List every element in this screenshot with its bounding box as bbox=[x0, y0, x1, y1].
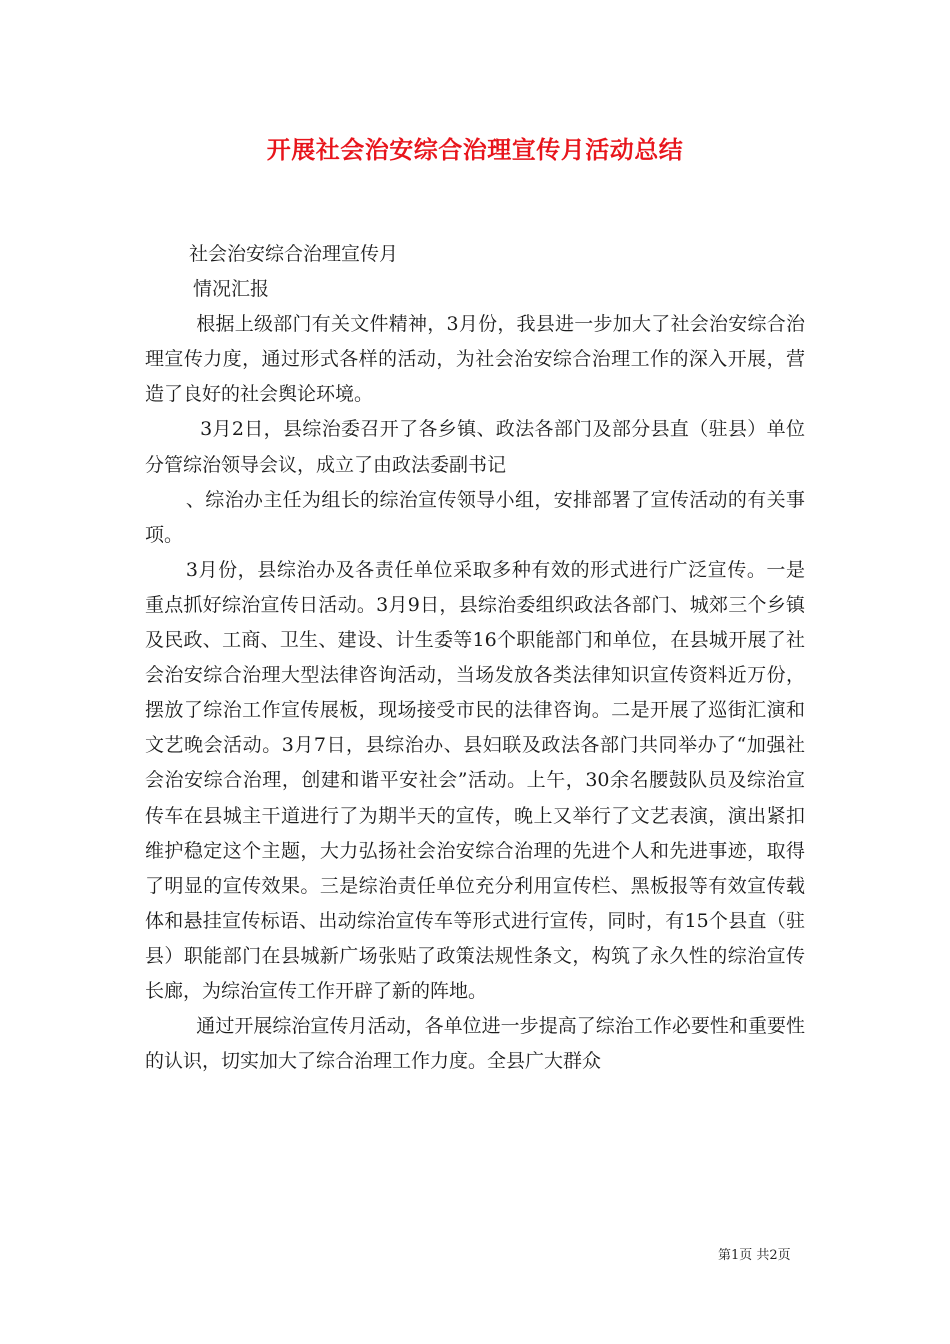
paragraph: 3月2日，县综治委召开了各乡镇、政法各部门及部分县直（驻县）单位分管综治领导会议，成立了由政法委副书记 bbox=[145, 418, 805, 476]
page-footer: 第1页 共2页 bbox=[718, 1248, 791, 1263]
subtitle-line-2: 情况汇报 bbox=[193, 278, 270, 301]
document-title: 开展社会治安综合治理宣传月活动总结 bbox=[266, 136, 684, 164]
paragraph: 通过开展综治宣传月活动，各单位进一步提高了综治工作必要性和重要性的认识，切实加大了综合治理工作力度。全县广大群众 bbox=[145, 1015, 805, 1073]
subtitle-line-1: 社会治安综合治理宣传月 bbox=[189, 243, 399, 265]
paragraph: 根据上级部门有关文件精神，3月份，我县进一步加大了社会治安综合治理宣传力度，通过形式各样的活动，为社会治安综合治理工作的深入开展，营造了良好的社会舆论环境。 bbox=[145, 313, 805, 406]
paragraph: 3月份，县综治办及各责任单位采取多种有效的形式进行广泛宣传。一是重点抓好综治宣传日活动。3月9日，县综治委组织政法各部门、城郊三个乡镇及民政、工商、卫生、建设、计生委等16个职能部门和单位，在县城开展了社会治安综合治理大型法律咨询活动，当场发放各类法律知识宣传资料近万份，摆放了综治工作宣传展板，现场接受市民的法律咨询。二是开展了巡街汇演和文艺晚会活动。3月7日，县综治办、县妇联及政法各部门共同举办了“加强社会治安综合治理，创建和谐平安社会”活动。上午，30余名腰鼓队员及综治宣传车在县城主干道进行了为期半天的宣传，晚上又举行了文艺表演，演出紧扣维护稳定这个主题，大力弘扬社会治安综合治理的先进个人和先进事迹，取得了明显的宣传效果。三是综治责任单位充分利用宣传栏、黑板报等有效宣传载体和悬挂宣传标语、出动综治宣传车等形式进行宣传，同时，有15个县直（驻县）职能部门在县城新广场张贴了政策法规性条文，构筑了永久性的综治宣传长廊，为综治宣传工作开辟了新的阵地。 bbox=[145, 558, 805, 1002]
paragraph: 、综治办主任为组长的综治宣传领导小组，安排部署了宣传活动的有关事项。 bbox=[145, 488, 805, 546]
document-body bbox=[145, 237, 805, 1079]
